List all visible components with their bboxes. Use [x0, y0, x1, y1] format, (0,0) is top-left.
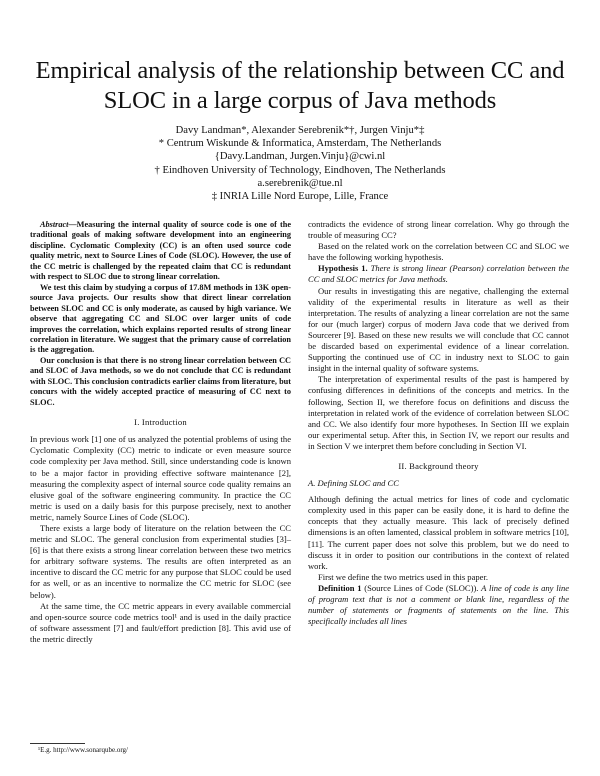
paper-title: Empirical analysis of the relationship between CC and SLOC in a large corpus of Java methods: [35, 57, 565, 114]
subsection-heading-defining: A. Defining SLOC and CC: [308, 478, 399, 489]
definition-text: A line of code is any line of program text that is not a comment or blank line, regardless of the number of statements or fragments of statements on the line. This specifically includes all lines: [308, 582, 570, 627]
definition-paren: (Source Lines of Code (SLOC)).: [364, 582, 479, 593]
intro-para-1: In previous work [1] one of us analyzed the potential problems of using the Cyclomatic Complexity (CC) metric to indicate or even measure source code complexity per Java method. Still, since understanding code is known to be a major factor in providing effective software maintenance [2], measuring the complexity aspect of internal source code quality remains an elusive goal of the software engineering community. In practice the CC metric is used on a daily basis for this purpose precisely, next to another metric, namely Source Lines of Code (SLOC).: [30, 434, 291, 522]
author-block: [30, 124, 570, 203]
right-para-1: contradicts the evidence of strong linear correlation. Why go through the trouble of measuring CC?: [308, 219, 569, 241]
footnote-divider: [30, 743, 85, 744]
right-para-3: Our results in investigating this are negative, challenging the external validity of the experimental results in literature as well as their interpretation. The results of analyzing a linear correlation are not the same for our (much larger) corpus of modern Java code that we derived from Sourcerer [9]. Based on these new results we will conclude that CC cannot be discarded based on experimental evidence of a linear correlation. Supporting the continued use of CC in industry next to SLOC to gain insight in the internal quality of software systems.: [308, 285, 569, 374]
right-column: [308, 219, 569, 627]
email-1: {Davy.Landman, Jurgen.Vinju}@cwi.nl: [214, 151, 386, 163]
hypothesis-text: There is strong linear (Pearson) correlation between the CC and SLOC metrics for Java methods.: [308, 263, 569, 285]
abstract-para-1: Abstract—Measuring the internal quality of source code is one of the traditional goals of making software development into an engineering discipline. Cyclomatic Complexity (CC) is an often used source code quality metric, next to Source Lines of Code (SLOC). However, the use of the CC metric is challenged by the repeated claim that CC is redundant with respect to SLOC due to strong linear correlation.: [30, 220, 291, 282]
affiliation-1: * Centrum Wiskunde & Informatica, Amsterdam, The Netherlands: [158, 138, 442, 150]
background-para-1: Although defining the actual metrics for lines of code and cyclomatic complexity used in this paper can be easily done, it is hard to define the concepts that they actually measure. This lack of precisely defined dimensions is an often lamented, classical problem in software metrics [10], [11]. The current paper does not solve this problem, but we do need to discuss it in order to position our contributions in the context of related work.: [308, 494, 569, 571]
footnote: ¹E.g. http://www.sonarqube.org/: [38, 746, 128, 754]
definition-1: [308, 583, 569, 627]
affiliation-2: † Eindhoven University of Technology, Eindhoven, The Netherlands: [154, 164, 446, 176]
intro-para-3: At the same time, the CC metric appears in every available commercial and open-source source code metrics tool¹ and is used in the daily practice of software assessment [7] and fault/effort prediction [8]. This avid use of the metric directly: [30, 600, 291, 644]
left-column: [30, 220, 291, 645]
section-heading-background: II. Background theory: [398, 460, 479, 471]
abstract-para-2: We test this claim by studying a corpus of 17.8M methods in 13K open-source Java projects. Our results show that direct linear correlation between SLOC and CC is only moderate, as caused by high variance. We observe that aggregating CC and SLOC over larger units of code improves the correlation, which explains reported results of strong linear correlation in literature. We suggest that the primary cause of correlation is the aggregation.: [30, 282, 291, 355]
hypothesis-1: [308, 263, 569, 285]
definition-label: Definition 1: [318, 582, 362, 593]
section-heading-introduction: I. Introduction: [134, 417, 187, 428]
hypothesis-label: Hypothesis 1.: [318, 263, 368, 274]
email-2: a.serebrenik@tue.nl: [257, 177, 343, 189]
intro-para-2: There exists a large body of literature on the relation between the CC metric and SLOC. The general conclusion from experimental studies [3]–[6] is that there exists a strong linear correlation between these two metrics for arbitrary software systems. The results are often interpreted as an incentive to discard the CC metric for any purpose that SLOC could be used for as well, or as an incentive to normalize the CC metric for SLOC (see below).: [30, 523, 291, 600]
affiliation-3: ‡ INRIA Lille Nord Europe, Lille, France: [211, 191, 389, 203]
right-para-2: Based on the related work on the correlation between CC and SLOC we have the following working hypothesis.: [308, 241, 569, 263]
abstract: [30, 220, 291, 408]
abstract-para-3: Our conclusion is that there is no strong linear correlation between CC and SLOC of Java methods, so we do not conclude that CC is redundant with SLOC. This conclusion contradicts earlier claims from literature, but concurs with the widely accepted practice of measuring of CC next to SLOC.: [30, 355, 291, 407]
author-names: Davy Landman*, Alexander Serebrenik*†, Jurgen Vinju*‡: [175, 125, 425, 136]
right-para-4: The interpretation of experimental results of the past is hampered by confusing differences in definitions of the concepts and metrics. In the following, Section II, we therefore focus on definitions and discuss the interpretation in related work of the evidence of correlation between SLOC and CC. We also identify four more hypotheses. In Section III we explain our experimental setup. After this, in Section IV, we report our results and in Section V we interpret them before concluding in Section VI.: [308, 374, 569, 451]
background-para-2: First we define the two metrics used in this paper.: [318, 571, 488, 582]
abstract-label: Abstract: [40, 220, 69, 229]
